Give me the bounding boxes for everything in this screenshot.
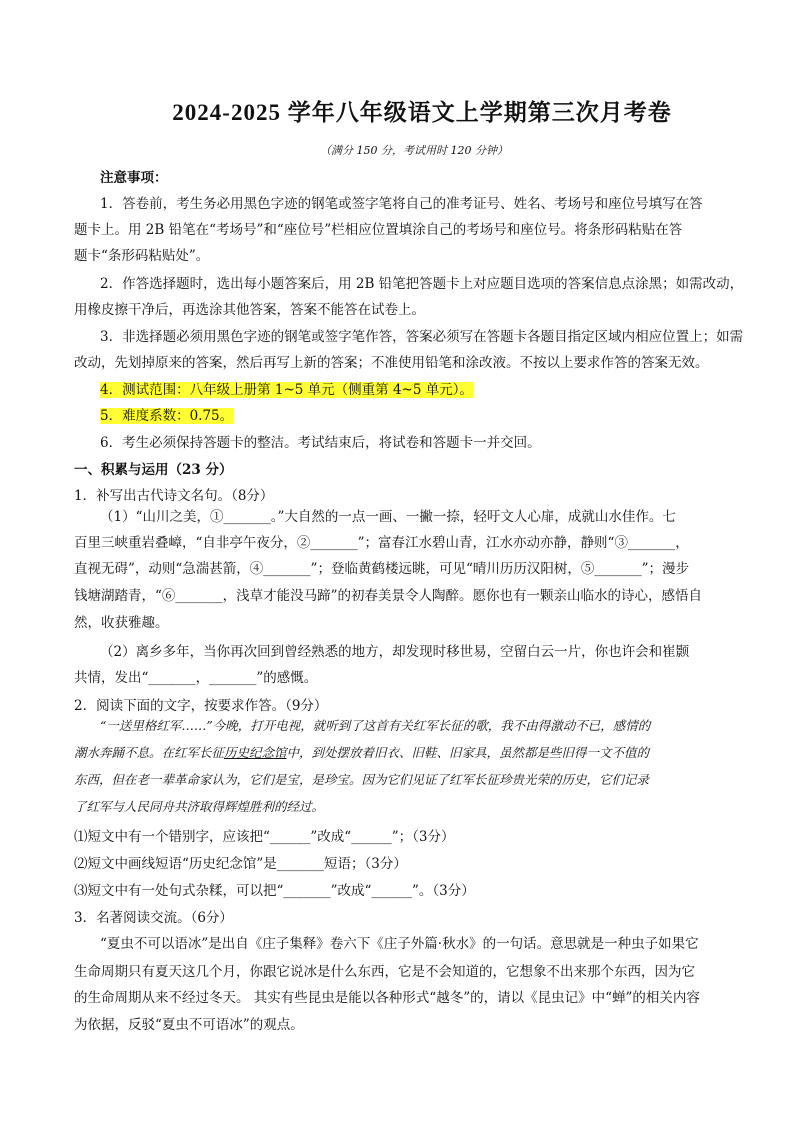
question-2-title: 2．阅读下面的文字，按要求作答。（9分）	[74, 698, 328, 714]
question-2-passage-line-3: 东西，但在老一辈革命家认为，它们是宝，是珍宝。因为它们见证了红军长征珍贵光荣的历史，它们记录	[74, 772, 650, 787]
notice-item-3-line-2: 改动，先划掉原来的答案，然后再写上新的答案；不准使用铅笔和涂改液。不按以上要求作答的答案无效。	[74, 355, 709, 371]
question-2-sub-2: ⑵短文中画线短语“历史纪念馆”是_______短语；（3分）	[74, 856, 407, 872]
notice-item-6: 6．考生必须保持答题卡的整洁。考试结束后，将试卷和答题卡一并交回。	[100, 435, 541, 451]
page-subtitle: （满分 150 分，考试用时 120 分钟）	[320, 144, 508, 157]
question-2-passage-line-1: “一送里格红军……”今晚，打开电视，就听到了这首有关红军长征的歌，我不由得激动不已，感情的	[100, 718, 651, 733]
notice-item-1-line-2: 题卡上。用 2B 铅笔在“考场号”和“座位号”栏相应位置填涂自己的考场号和座位号。将条形码粘贴在答	[74, 222, 683, 238]
question-1-title: 1．补写出古代诗文名句。（8分）	[74, 488, 274, 504]
question-1-part-2-line-2: 共情，发出“_______，_______”的感慨。	[74, 670, 318, 686]
notice-item-4-highlight: 4．测试范围：八年级上册第 1~5 单元（侧重第 4~5 单元）。	[100, 382, 473, 398]
question-3-line-3: 的生命周期从来不经过冬天。 其实有些昆虫是能以各种形式“越冬”的，请以《昆虫记》中“蝉”的相关内容	[74, 990, 700, 1006]
question-2-sub-1: ⑴短文中有一个错别字，应该把“______”改成“______”；（3分）	[74, 829, 455, 845]
notice-item-3-line-1: 3．非选择题必须用黑色字迹的钢笔或签字笔作答，答案必须写在答题卡各题目指定区域内相应位置上；如需	[100, 329, 744, 345]
question-3-title: 3．名著阅读交流。（6分）	[74, 910, 233, 926]
notice-item-1-line-3: 题卡“条形码粘贴处”。	[74, 248, 210, 264]
section-1-heading: 一、积累与运用（23 分）	[74, 462, 233, 478]
question-2-passage-line-2	[74, 743, 734, 761]
question-2-passage-line-4: 了红军与人民同舟共济取得辉煌胜利的经过。	[74, 799, 325, 814]
question-1-part-1-line-1: （1）“山川之美，①_______。”大自然的一点一画、一撇一捺，轻吁文人心扉，成就山水佳作。七	[100, 509, 676, 525]
question-1-part-1-line-2: 百里三峡重岩叠嶂，“自非亭午夜分，②_______”；富春江水碧山青，江水亦动亦静，静则“③_______，	[74, 535, 689, 551]
question-1-part-2-line-1: （2）离乡多年，当你再次回到曾经熟悉的地方，却发现时移世易，空留白云一片，你也许会和崔颢	[100, 644, 690, 660]
question-3-line-1: “夏虫不可以语冰”是出自《庄子集释》卷六下《庄子外篇·秋水》的一句话。意思就是一种虫子如果它	[100, 936, 699, 952]
question-3-line-4: 为依据，反驳“夏虫不可语冰”的观点。	[74, 1017, 304, 1033]
question-1-part-1-line-4: 钱塘湖踏青，“⑥_______，浅草才能没马蹄”的初春美景令人陶醉。愿你也有一颗亲山临水的诗心，感悟自	[74, 588, 703, 604]
notice-item-2-line-1: 2．作答选择题时，选出每小题答案后，用 2B 铅笔把答题卡上对应题目选项的答案信息点涂黑；如需改动，	[100, 276, 744, 292]
notice-item-2-line-2: 用橡皮擦干净后，再选涂其他答案，答案不能答在试卷上。	[74, 302, 425, 318]
passage-line-2-text: 潮水奔踊不息。在红军长征历史纪念馆中，到处摆放着旧衣、旧鞋、旧家具，虽然都是些旧得一文不值的	[74, 745, 650, 760]
question-3-line-2: 生命周期只有夏天这几个月，你跟它说冰是什么东西，它是不会知道的，它想象不出来那个东西，因为它	[74, 964, 695, 980]
underlined-phrase: 历史纪念馆	[224, 745, 287, 760]
page-title: 2024-2025 学年八年级语文上学期第三次月考卷	[172, 100, 672, 125]
notice-item-5-highlight: 5．难度系数：0.75。	[100, 408, 234, 424]
notice-item-1-line-1: 1．答卷前，考生务必用黑色字迹的钢笔或签字笔将自己的准考证号、姓名、考场号和座位号填写在答	[100, 196, 703, 212]
question-1-part-1-line-5: 然，收获雅趣。	[74, 615, 169, 631]
notice-heading: 注意事项：	[100, 170, 168, 186]
question-2-sub-3: ⑶短文中有一处句式杂糅，可以把“_______”改成“______”。（3分）	[74, 883, 475, 899]
question-1-part-1-line-3: 直视无碍”，动则“急湍甚箭，④_______”；登临黄鹤楼远眺，可见“晴川历历汉阳树，⑤_______”；漫步	[74, 561, 690, 577]
